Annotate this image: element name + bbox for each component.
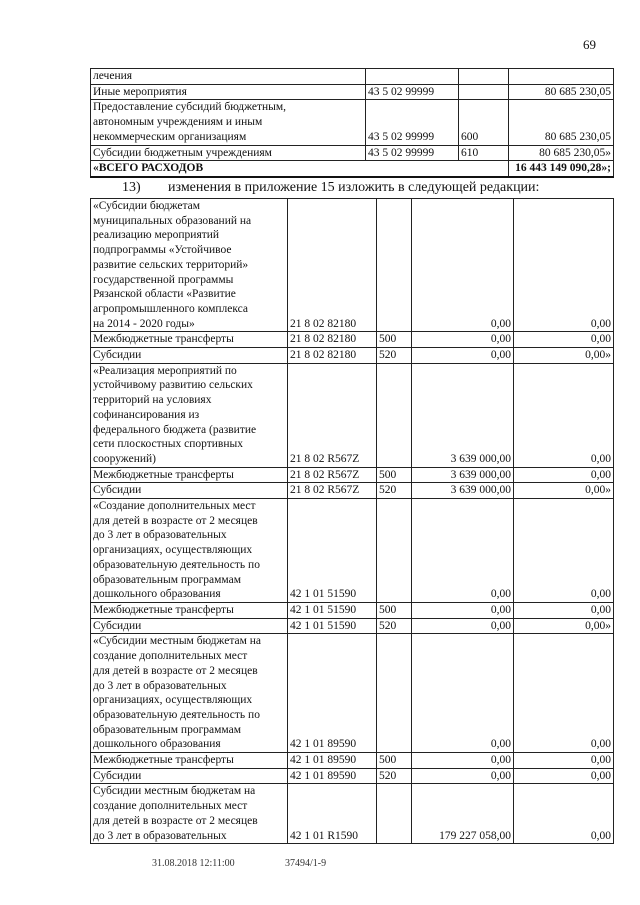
row-code: 42 1 01 R1590: [288, 784, 377, 844]
table-row: [91, 69, 614, 85]
table-row: [91, 100, 614, 145]
row-sum-2018: 0,00: [412, 199, 514, 332]
table-row: [91, 467, 614, 483]
row-sum-2019: 0,00: [514, 602, 614, 618]
row-code: 42 1 01 89590: [288, 768, 377, 784]
row-name: Субсидии: [91, 768, 288, 784]
row-name: Субсидии: [91, 483, 288, 499]
total-label: «ВСЕГО РАСХОДОВ: [91, 161, 509, 177]
row-code: 43 5 02 99999: [366, 84, 459, 100]
row-vr: 520: [377, 348, 412, 364]
row-code: 42 1 01 89590: [288, 634, 377, 753]
row-sum-2019: 0,00: [514, 332, 614, 348]
row-vr: 520: [377, 483, 412, 499]
table-row: [91, 602, 614, 618]
row-vr: [377, 634, 412, 753]
expenses-table-top: [90, 68, 614, 178]
row-sum-2018: 3 639 000,00: [412, 467, 514, 483]
item-text: изменения в приложение 15 изложить в следующей редакции:: [168, 180, 540, 195]
row-vr: 500: [377, 467, 412, 483]
row-sum-2018: 0,00: [412, 753, 514, 769]
row-code: [366, 69, 459, 85]
row-name: Субсидии бюджетным учреждениям: [91, 145, 366, 161]
row-sum-2019: 0,00»: [514, 483, 614, 499]
row-sum-2019: 0,00»: [514, 348, 614, 364]
row-name: «Субсидии местным бюджетам на создание дополнительных мест для детей в возрасте от 2 месяцев до 3 лет в образовательных организациях, осуществляющих образовательную деятельность по образовательным программам дошкольного образования: [91, 634, 288, 753]
row-sum: 80 685 230,05»: [509, 145, 614, 161]
row-sum-2018: 179 227 058,00: [412, 784, 514, 844]
table-row: [91, 768, 614, 784]
row-vr: 500: [377, 753, 412, 769]
total-sum: 16 443 149 090,28»;: [509, 161, 614, 177]
row-code: 21 8 02 82180: [288, 348, 377, 364]
row-sum: 80 685 230,05: [509, 100, 614, 145]
row-name: Межбюджетные трансферты: [91, 753, 288, 769]
item-number: 13): [122, 180, 141, 195]
table-row: [91, 332, 614, 348]
row-name: Межбюджетные трансферты: [91, 467, 288, 483]
row-vr: 610: [459, 145, 509, 161]
row-name: «Создание дополнительных мест для детей в возрасте от 2 месяцев до 3 лет в образовательных организациях, осуществляющих образовательную деятельность по образовательным программам дошкольного образования: [91, 499, 288, 603]
row-vr: 520: [377, 768, 412, 784]
table-row: [91, 145, 614, 161]
row-name: Межбюджетные трансферты: [91, 332, 288, 348]
row-code: 42 1 01 89590: [288, 753, 377, 769]
row-name: Субсидии: [91, 348, 288, 364]
row-code: 42 1 01 51590: [288, 499, 377, 603]
row-sum-2019: 0,00: [514, 768, 614, 784]
row-name: Субсидии местным бюджетам на создание дополнительных мест для детей в возрасте от 2 месяцев до 3 лет в образовательных: [91, 784, 288, 844]
row-sum-2019: 0,00: [514, 363, 614, 467]
row-sum-2018: 0,00: [412, 332, 514, 348]
row-sum-2019: 0,00: [514, 634, 614, 753]
row-vr: [459, 84, 509, 100]
row-vr: [459, 69, 509, 85]
row-vr: [377, 363, 412, 467]
table-row: [91, 483, 614, 499]
table-row: [91, 348, 614, 364]
row-sum-2018: 0,00: [412, 634, 514, 753]
table-row: [91, 363, 614, 467]
row-code: 43 5 02 99999: [366, 145, 459, 161]
page-number: 69: [583, 37, 596, 52]
row-code: 21 8 02 82180: [288, 199, 377, 332]
row-name: Межбюджетные трансферты: [91, 602, 288, 618]
row-code: 21 8 02 R567Z: [288, 363, 377, 467]
row-sum-2018: 0,00: [412, 348, 514, 364]
table-row: [91, 199, 614, 332]
row-name: Иные мероприятия: [91, 84, 366, 100]
table-row: [91, 499, 614, 603]
footer-doc-number: 37494/1-9: [285, 858, 327, 869]
row-code: 42 1 01 51590: [288, 602, 377, 618]
row-sum: [509, 69, 614, 85]
row-name: «Субсидии бюджетам муниципальных образований на реализацию мероприятий подпрограммы «Устойчивое развитие сельских территорий» государственной программы Рязанской области «Развитие агропромышленного комплекса на 2014 - 2020 годы»: [91, 199, 288, 332]
row-sum-2018: 0,00: [412, 768, 514, 784]
row-code: 42 1 01 51590: [288, 618, 377, 634]
row-sum-2019: 0,00: [514, 784, 614, 844]
table-row: [91, 618, 614, 634]
row-sum-2019: 0,00»: [514, 618, 614, 634]
total-row: [91, 161, 614, 177]
footer-timestamp: 31.08.2018 12:11:00: [152, 858, 235, 869]
row-sum-2018: 0,00: [412, 618, 514, 634]
row-vr: [377, 199, 412, 332]
row-sum-2019: 0,00: [514, 199, 614, 332]
row-sum-2018: 0,00: [412, 499, 514, 603]
row-vr: 500: [377, 602, 412, 618]
row-name: Предоставление субсидий бюджетным, автономным учреждениям и иным некоммерческим организациям: [91, 100, 366, 145]
row-code: 21 8 02 R567Z: [288, 483, 377, 499]
table-row: [91, 634, 614, 753]
row-code: 43 5 02 99999: [366, 100, 459, 145]
row-sum-2019: 0,00: [514, 467, 614, 483]
row-sum-2019: 0,00: [514, 499, 614, 603]
row-vr: 520: [377, 618, 412, 634]
row-name: «Реализация мероприятий по устойчивому развитию сельских территорий на условиях софинансирования из федерального бюджета (развитие сети плоскостных спортивных сооружений): [91, 363, 288, 467]
appendix-15-table: [90, 198, 614, 844]
row-code: 21 8 02 R567Z: [288, 467, 377, 483]
row-vr: 500: [377, 332, 412, 348]
row-vr: [377, 499, 412, 603]
amendment-item: [122, 180, 539, 196]
row-sum-2018: 3 639 000,00: [412, 483, 514, 499]
row-code: 21 8 02 82180: [288, 332, 377, 348]
row-name: лечения: [91, 69, 366, 85]
row-sum-2019: 0,00: [514, 753, 614, 769]
row-sum: 80 685 230,05: [509, 84, 614, 100]
row-sum-2018: 3 639 000,00: [412, 363, 514, 467]
row-name: Субсидии: [91, 618, 288, 634]
table-row: [91, 784, 614, 844]
table-row: [91, 84, 614, 100]
row-sum-2018: 0,00: [412, 602, 514, 618]
row-vr: [377, 784, 412, 844]
row-vr: 600: [459, 100, 509, 145]
table-row: [91, 753, 614, 769]
